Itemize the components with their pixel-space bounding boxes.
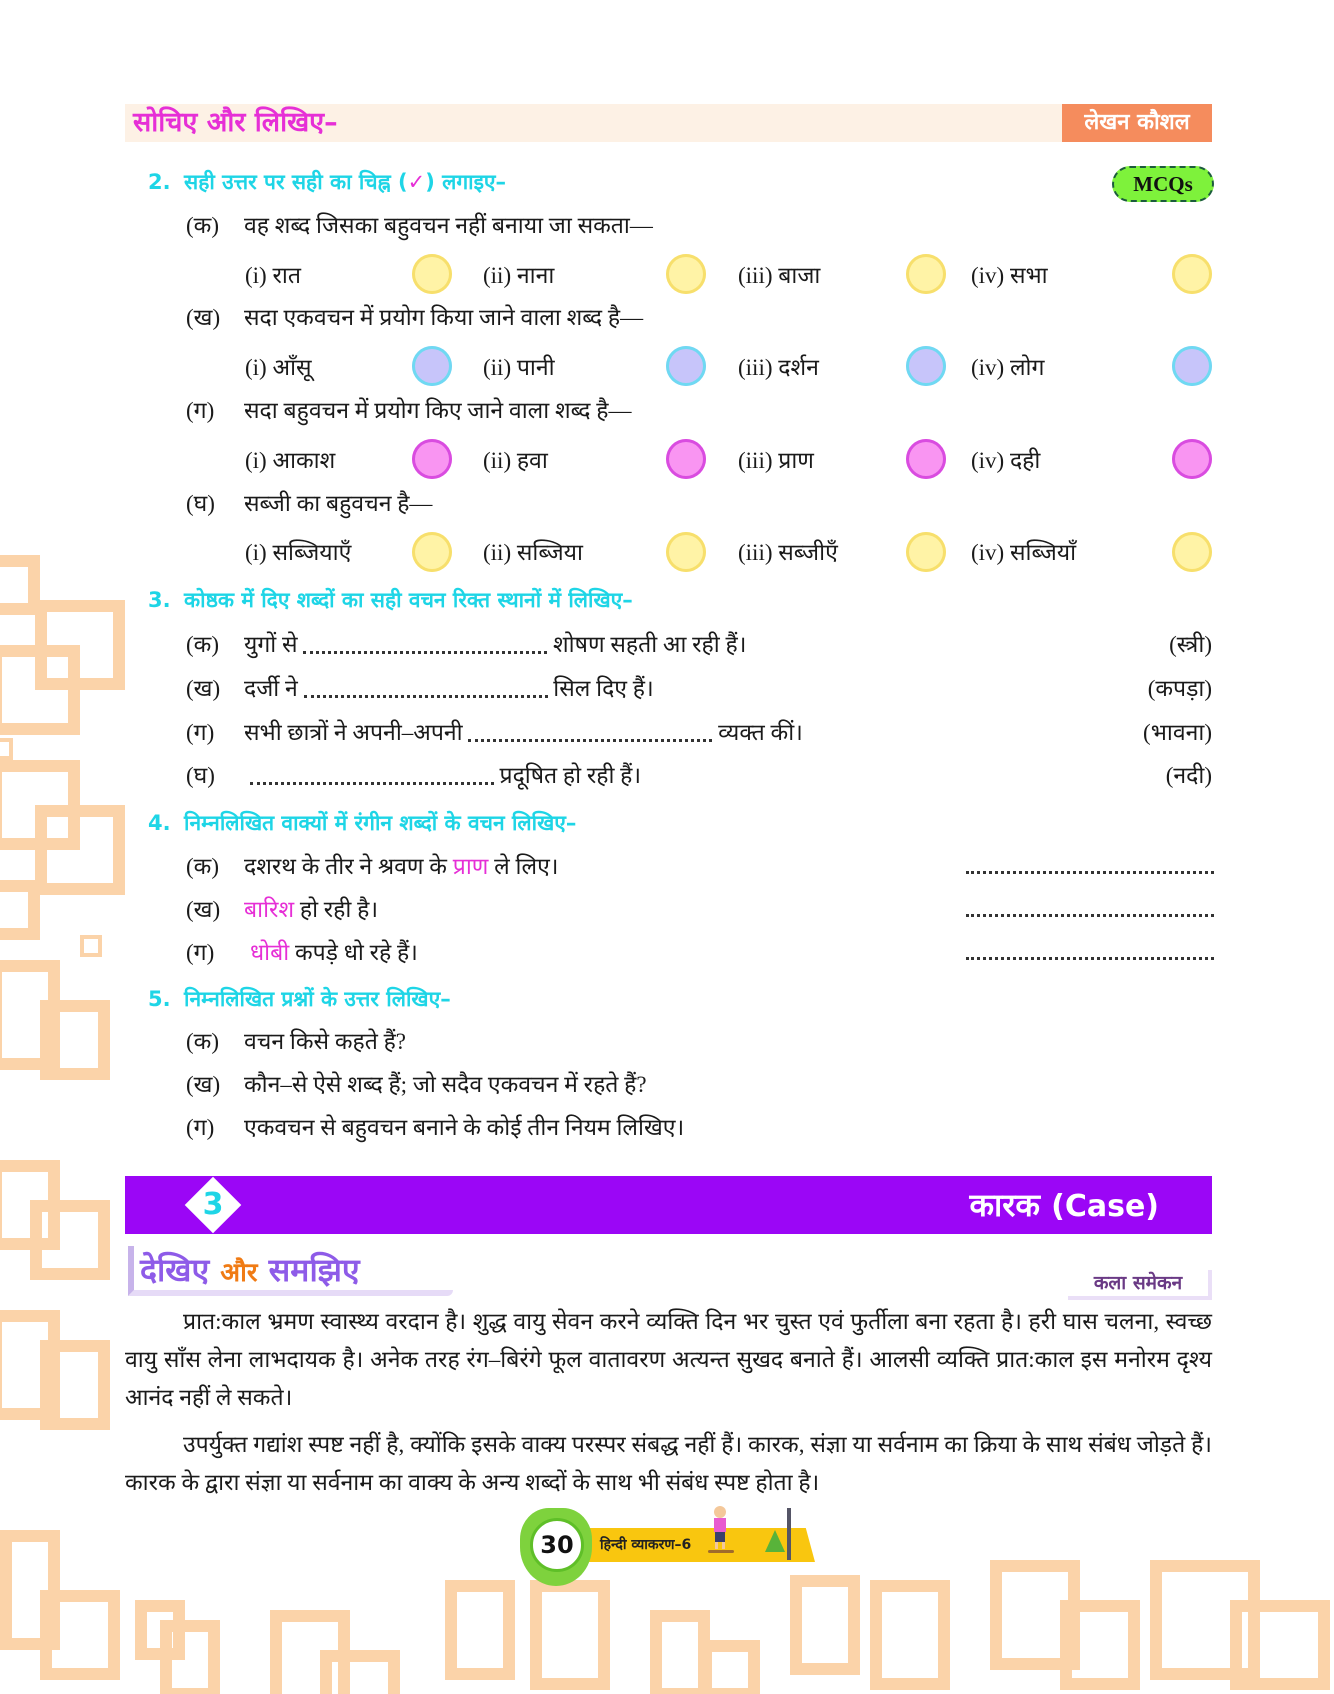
item-label: (क) — [186, 854, 219, 879]
answer-checkbox-flower[interactable] — [666, 532, 706, 572]
lamp-post-icon — [787, 1508, 791, 1560]
question-number: 3. — [148, 588, 171, 612]
answer-checkbox-flower[interactable] — [412, 532, 452, 572]
question-text: एकवचन से बहुवचन बनाने के कोई तीन नियम लिखिए। — [244, 1115, 685, 1140]
art-integration-badge: कला समेकन — [1068, 1270, 1212, 1300]
short-question — [186, 1113, 684, 1143]
option-label: (ii) पानी — [483, 355, 555, 380]
question-4-heading — [148, 809, 576, 837]
item-label: (ग) — [186, 940, 215, 965]
blank-input[interactable] — [304, 684, 548, 698]
highlighted-word: प्राण — [452, 854, 489, 879]
subsection-title — [140, 1248, 360, 1295]
chapter-number-diamond — [183, 1175, 243, 1235]
item-label: (घ) — [186, 491, 215, 516]
sentence-end: ले लिए। — [488, 854, 559, 879]
answer-checkbox-flower[interactable] — [1172, 532, 1212, 572]
decorative-square — [530, 1580, 610, 1690]
option-label: (i) रात — [245, 263, 301, 288]
short-question — [186, 1070, 647, 1100]
question-number: 5. — [148, 987, 171, 1011]
mcq-badge: MCQs — [1112, 166, 1214, 202]
question-number: 2. — [148, 170, 171, 194]
skateboard-kid-icon — [700, 1505, 740, 1555]
sentence-start: युगों से — [244, 632, 298, 657]
decorative-square — [40, 1000, 110, 1080]
hint-word: (स्त्री) — [1169, 632, 1212, 657]
heading-text: सही उत्तर पर सही का चिह्न ( — [184, 170, 408, 194]
writing-skill-badge: लेखन कौशल — [1062, 104, 1212, 142]
decorative-square — [40, 1340, 110, 1430]
heading-text: निम्नलिखित वाक्यों में रंगीन शब्दों के वचन लिखिए– — [184, 811, 577, 835]
checkmark-icon: ✓ — [407, 170, 426, 194]
answer-checkbox-flower[interactable] — [666, 346, 706, 386]
highlighted-word: बारिश — [244, 897, 295, 922]
mcq-question — [186, 303, 643, 333]
option-label: (i) सब्जियाएँ — [245, 540, 352, 565]
item-label: (क) — [186, 632, 219, 657]
question-3-heading — [148, 586, 633, 614]
book-title: हिन्दी व्याकरण–6 — [600, 1537, 692, 1553]
heading-text: निम्नलिखित प्रश्नों के उत्तर लिखिए– — [184, 987, 451, 1011]
decorative-square — [1060, 1600, 1140, 1690]
question-text: सदा बहुवचन में प्रयोग किए जाने वाला शब्द है— — [244, 398, 632, 423]
fill-blank-row — [186, 718, 803, 748]
title-part: और — [220, 1258, 258, 1288]
decorative-square — [80, 935, 102, 957]
option-label: (iv) लोग — [971, 355, 1045, 380]
title-part: देखिए — [140, 1251, 210, 1289]
question-text: वह शब्द जिसका बहुवचन नहीं बनाया जा सकता— — [244, 213, 653, 238]
hint-word: (कपड़ा) — [1147, 676, 1212, 701]
heading-text: कोष्ठक में दिए शब्दों का सही वचन रिक्त स्थानों में लिखिए– — [184, 588, 633, 612]
fill-blank-row — [186, 761, 641, 791]
mcq-question — [186, 396, 631, 426]
answer-checkbox-flower[interactable] — [666, 254, 706, 294]
option-label: (iii) सब्जीएँ — [738, 540, 838, 565]
question-number: 4. — [148, 811, 171, 835]
question-text: वचन किसे कहते हैं? — [244, 1029, 406, 1054]
option-label: (ii) सब्जिया — [483, 540, 583, 565]
option-label: (ii) हवा — [483, 448, 548, 473]
sentence-start: दशरथ के तीर ने श्रवण के — [244, 854, 453, 879]
hint-word: (नदी) — [1165, 763, 1212, 788]
decorative-square — [0, 555, 40, 615]
blank-input[interactable] — [303, 640, 547, 654]
chapter-title — [969, 1176, 1159, 1236]
decorative-square — [700, 1640, 760, 1694]
fill-blank-row — [186, 630, 746, 660]
question-text: सब्जी का बहुवचन है— — [244, 491, 433, 516]
title-part: समझिए — [268, 1251, 360, 1289]
decorative-square — [870, 1580, 950, 1690]
sentence-end: व्यक्त कीं। — [718, 720, 803, 745]
answer-checkbox-flower[interactable] — [412, 439, 452, 479]
item-label: (ख) — [186, 305, 221, 330]
mcq-question — [186, 211, 653, 241]
chapter-number: 3 — [202, 1187, 224, 1222]
item-label: (ग) — [186, 1115, 215, 1140]
decorative-square — [30, 1200, 110, 1280]
sentence-end: शोषण सहती आ रही हैं। — [553, 632, 747, 657]
tree-icon — [765, 1530, 785, 1552]
option-label: (iii) प्राण — [738, 448, 814, 473]
heading-text: ) लगाइए– — [425, 170, 507, 194]
answer-checkbox-flower[interactable] — [906, 439, 946, 479]
chapter-title-hindi: कारक — [969, 1186, 1040, 1224]
item-label: (ग) — [186, 720, 215, 745]
option-label: (i) आकाश — [245, 448, 336, 473]
option-label: (iii) दर्शन — [738, 355, 819, 380]
answer-checkbox-flower[interactable] — [412, 254, 452, 294]
item-label: (घ) — [186, 763, 215, 788]
sentence-end: हो रही है। — [294, 897, 379, 922]
mcq-question — [186, 489, 432, 519]
decorative-square — [35, 805, 125, 895]
sentence-start: सभी छात्रों ने अपनी–अपनी — [244, 720, 463, 745]
blank-input[interactable] — [468, 728, 712, 742]
sentence-row — [186, 938, 418, 968]
question-5-heading — [148, 985, 451, 1013]
item-label: (ग) — [186, 398, 215, 423]
page-number: 30 — [530, 1518, 584, 1572]
hint-word: (भावना) — [1143, 720, 1212, 745]
answer-checkbox-flower[interactable] — [906, 346, 946, 386]
decorative-square — [445, 1580, 515, 1680]
item-label: (ख) — [186, 897, 221, 922]
option-label: (iv) सब्जियाँ — [971, 540, 1077, 565]
answer-checkbox-flower[interactable] — [1172, 254, 1212, 294]
decorative-square — [0, 645, 80, 735]
decorative-square — [160, 1620, 220, 1694]
sentence-row — [186, 852, 559, 882]
answer-checkbox-flower[interactable] — [906, 532, 946, 572]
paragraph: उपर्युक्त गद्यांश स्पष्ट नहीं है, क्योंकि इसके वाक्य परस्पर संबद्ध नहीं हैं। कारक, संज्ञा या सर्वनाम का क्रिया के साथ संबंध जोड़ते हैं। कारक के द्वारा संज्ञा या सर्वनाम का वाक्य के अन्य शब्दों के साथ भी संबंध स्पष्ट होता है। — [125, 1432, 1212, 1495]
section-title: सोचिए और लिखिए– — [133, 107, 338, 138]
sentence-end: सिल दिए हैं। — [553, 676, 654, 701]
decorative-square — [0, 880, 40, 940]
option-label: (iv) सभा — [971, 263, 1048, 288]
option-label: (iv) दही — [971, 448, 1041, 473]
sentence-end: कपड़े धो रहे हैं। — [289, 940, 418, 965]
question-2-heading — [148, 168, 506, 196]
decorative-square — [40, 1590, 120, 1680]
blank-input[interactable] — [250, 771, 494, 785]
decorative-square — [320, 1650, 400, 1694]
fill-blank-row — [186, 674, 654, 704]
item-label: (क) — [186, 1029, 219, 1054]
answer-blank[interactable] — [966, 914, 1214, 917]
option-label: (ii) नाना — [483, 263, 555, 288]
sentence-row — [186, 895, 378, 925]
chapter-title-english: (Case) — [1051, 1189, 1159, 1224]
sentence-end: प्रदूषित हो रही हैं। — [499, 763, 642, 788]
paragraph: प्रात:काल भ्रमण स्वास्थ्य वरदान है। शुद्ध वायु सेवन करने व्यक्ति दिन भर चुस्त एवं फुर्तीला बना रहता है। हरी घास चलना, स्वच्छ वायु साँस लेना लाभदायक है। अनेक तरह रंग–बिरंगे फूल वातावरण अत्यन्त सुखद बनाते हैं। आलसी व्यक्ति प्रात:काल इस मनोरम दृश्य आनंद नहीं ले सकते। — [125, 1309, 1212, 1410]
question-text: कौन–से ऐसे शब्द हैं; जो सदैव एकवचन में रहते हैं? — [244, 1072, 647, 1097]
answer-checkbox-flower[interactable] — [906, 254, 946, 294]
short-question — [186, 1027, 406, 1057]
option-label: (i) आँसू — [245, 355, 312, 380]
answer-checkbox-flower[interactable] — [1172, 439, 1212, 479]
item-label: (ख) — [186, 1072, 221, 1097]
decorative-square — [790, 1575, 860, 1675]
answer-checkbox-flower[interactable] — [412, 346, 452, 386]
option-label: (iii) बाजा — [738, 263, 821, 288]
answer-checkbox-flower[interactable] — [1172, 346, 1212, 386]
sentence-start: दर्जी ने — [244, 676, 298, 701]
answer-blank[interactable] — [966, 957, 1214, 960]
decorative-square — [1230, 1600, 1330, 1690]
item-label: (ख) — [186, 676, 221, 701]
item-label: (क) — [186, 213, 219, 238]
decorative-square — [0, 738, 13, 760]
highlighted-word: धोबी — [250, 940, 290, 965]
answer-checkbox-flower[interactable] — [666, 439, 706, 479]
question-text: सदा एकवचन में प्रयोग किया जाने वाला शब्द है— — [244, 305, 644, 330]
answer-blank[interactable] — [966, 871, 1214, 874]
